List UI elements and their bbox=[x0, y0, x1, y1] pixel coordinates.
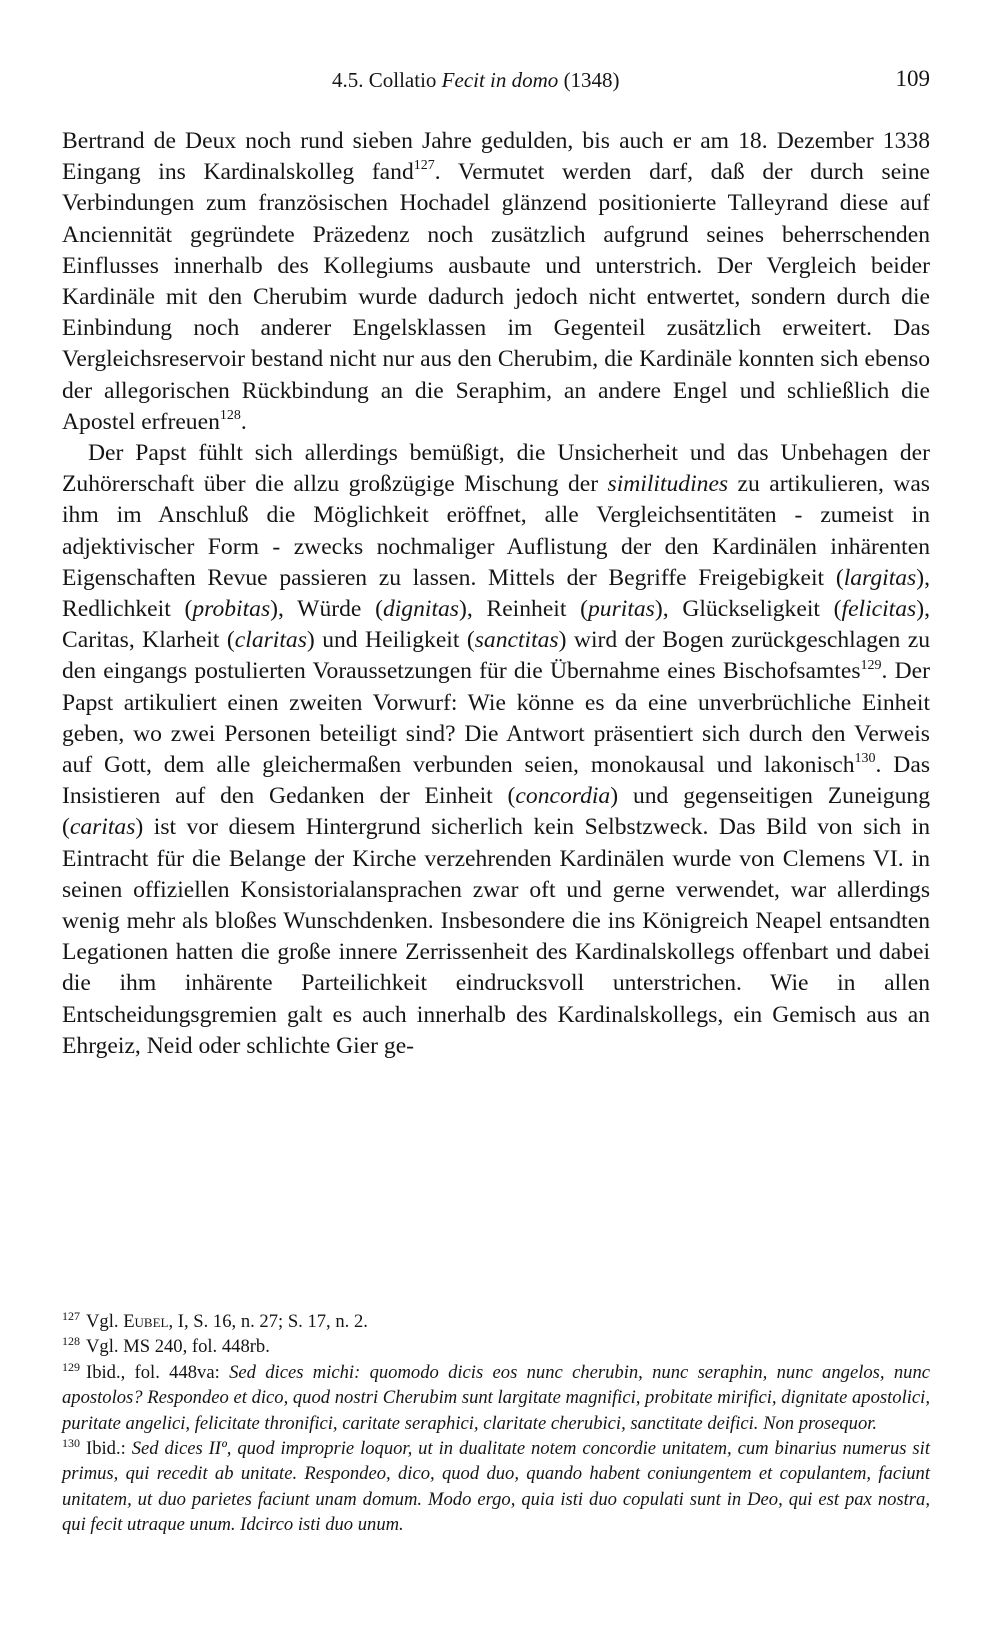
footnote-128: $^{128}$ Vgl. MS 240, fol. 448rb. bbox=[62, 1334, 270, 1358]
footnote-ref-128[interactable]: 128 bbox=[219, 407, 241, 423]
footnotes bbox=[62, 1309, 930, 1538]
main-text bbox=[62, 126, 930, 1062]
running-title: 4.5. Collatio Fecit in domo (1348) bbox=[332, 68, 620, 92]
footnote-ref-129[interactable]: 129 bbox=[860, 657, 882, 673]
page-number: 109 bbox=[895, 66, 930, 91]
footnote-ref-127[interactable]: 127 bbox=[413, 158, 435, 174]
paragraph-2: Der Papst fühlt sich allerdings bemüßigt, die Unsicherheit und das Unbehagen der Zuhörerschaft über die allzu großzügige Mischung der similitudines zu artikulieren, was ihm im Anschluß die Möglichkeit eröffnet, alle Vergleichsentitäten - zumeist in adjektivischer Form - zwecks nochmaliger Auflistung der den Kardinälen inhärenten Eigenschaften Revue passieren zu lassen. Mittels der Begriffe Freigebigkeit (largitas), Redlichkeit (probitas), Würde (dignitas), Reinheit (puritas), Glückseligkeit (felicitas), Caritas, Klarheit (claritas) und Heiligkeit (sanctitas) wird der Bogen zurückgeschlagen zu den eingangs postulierten Voraussetzungen für die Übernahme eines Bischofsamtes$^{129}$. Der Papst artikuliert einen zweiten Vorwurf: Wie könne es da eine unverbrüchliche Einheit geben, wo zwei Personen beteiligt sind? Die Antwort präsentiert sich durch den Verweis auf Gott, dem alle gleichermaßen verbunden seien, monokausal und lakonisch$^{130}$. Das Insistieren auf den Gedanken der Einheit (concordia) und gegenseitigen Zuneigung (caritas) ist vor diesem Hintergrund sicherlich kein Selbstzweck. Das Bild von sich in Eintracht für die Belange der Kirche verzehrenden Kardinälen wurde von Clemens VI. in seinen offiziellen Konsistorialansprachen zwar oft und gerne verwendet, war allerdings wenig mehr als bloßes Wunschdenken. Insbesondere die ins Königreich Neapel entsandten Legationen hatten die große innere Zerrissenheit des Kardinalskollegs offenbart und dabei die ihm inhärente Parteilichkeit eindrucksvoll unterstrichen. Wie in allen Entscheidungsgremien galt es auch innerhalb des Kardinalskollegs, ein Gemisch aus an Ehrgeiz, Neid oder schlichte Gier ge- bbox=[62, 440, 931, 1059]
footnote-129: $^{129}$ Ibid., fol. 448va: Sed dices michi: quomodo dicis eos nunc cherubin, nunc seraphin, nunc angelos, nunc apostolos? Respondeo et dico, quod nostri Cherubim sunt largitate magnifici, probitate mirifici, dignitate apostolici, puritate angelici, felicitate thronifici, caritate seraphici, claritate cherubici, sanctitate deifici. Non prosequor. bbox=[62, 1359, 930, 1434]
footnote-127: $^{127}$ Vgl. Eubel, I, S. 16, n. 27; S. 17, n. 2. bbox=[62, 1308, 368, 1332]
footnote-ref-130[interactable]: 130 bbox=[854, 751, 876, 767]
footnote-130: $^{130}$ Ibid.: Sed dices IIº, quod improprie loquor, ut in dualitate notem concordie unitatem, cum binarius numerus sit primus, qui recedit ab unitate. Respondeo, dico, quod duo, quando habent coniungentem et copulantem, faciunt unitatem, ut duo parietes faciunt unam domum. Modo ergo, quia isti duo copulati sunt in Deo, qui est pax nostra, qui fecit utraque unum. Idcirco isti duo unum. bbox=[62, 1435, 930, 1536]
running-header bbox=[62, 68, 930, 98]
paragraph-1: Bertrand de Deux noch rund sieben Jahre gedulden, bis auch er am 18. Dezember 1338 Eingang ins Kardinalskolleg fand$^{127}$. Vermutet werden darf, daß der durch seine Verbindungen zum französischen Hochadel glänzend positionierte Talleyrand diese auf Anciennität gegründete Präzedenz noch zusätzlich aufgrund seines beherrschenden Einflusses innerhalb des Kollegiums ausbaute und unterstrich. Der Vergleich beider Kardinäle mit den Cherubim wurde dadurch jedoch nicht entwertet, sondern durch die Einbindung noch anderer Engelsklassen im Gegenteil zusätzlich erweitert. Das Vergleichsreservoir bestand nicht nur aus den Cherubim, die Kardinäle konnten sich ebenso der allegorischen Rückbindung an die Seraphim, an andere Engel und schließlich die Apostel erfreuen$^{128}$. bbox=[62, 128, 930, 435]
